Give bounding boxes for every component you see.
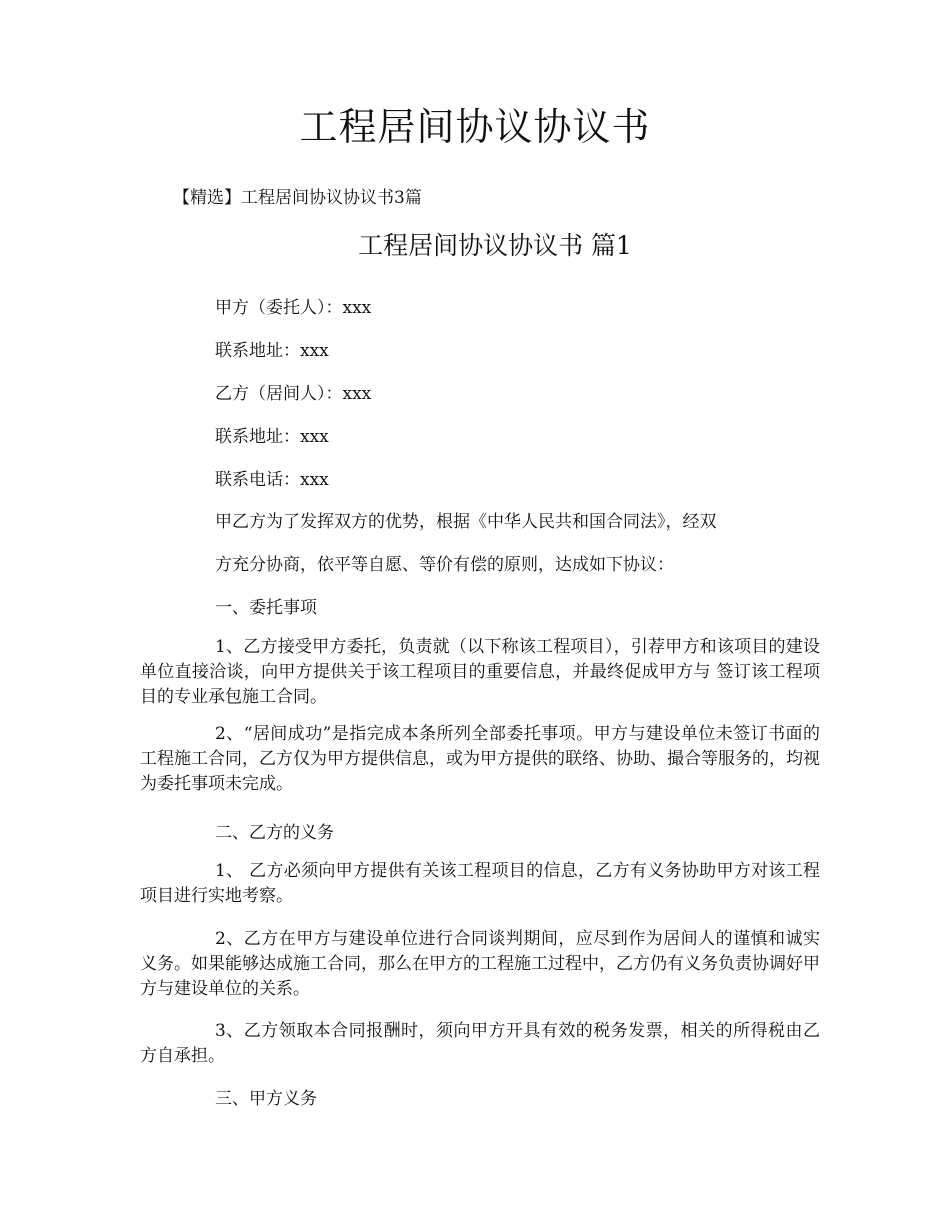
document-subtitle: 【精选】工程居间协议协议书3篇: [173, 188, 422, 208]
section-one-heading: 一、委托事项: [215, 598, 317, 618]
party-a-line: 甲方（委托人）：xxx: [215, 298, 372, 318]
clause-paragraph: 2、“居间成功”是指完成本条所列全部委托事项。甲方与建设单位未签订书面的工程施工合同，乙方仅为甲方提供信息，或为甲方提供的联络、协助、撮合等服务的，均视为委托事项未完成。: [140, 724, 820, 794]
party-a-address-line: 联系地址：xxx: [215, 341, 329, 361]
document-title: 工程居间协议协议书: [299, 105, 651, 149]
section-two-heading: 二、乙方的义务: [215, 823, 334, 843]
clause-paragraph: 1、乙方接受甲方委托，负责就（以下称该工程项目），引荐甲方和该项目的建设单位直接洽谈，向甲方提供关于该工程项目的重要信息，并最终促成甲方与 签订该工程项目的专业承包施工合同。: [140, 637, 820, 707]
party-b-line: 乙方（居间人）：xxx: [215, 384, 372, 404]
clause-paragraph: 2、乙方在甲方与建设单位进行合同谈判期间，应尽到作为居间人的谨慎和诚实义务。如果能够达成施工合同，那么在甲方的工程施工过程中，乙方仍有义务负责协调好甲方与建设单位的关系。: [140, 929, 820, 999]
section-heading: 工程居间协议协议书 篇1: [358, 231, 632, 260]
preamble-line-2: 方充分协商，依平等自愿、等价有偿的原则，达成如下协议：: [215, 555, 674, 575]
party-b-address-line: 联系地址：xxx: [215, 427, 329, 447]
clause-paragraph: 3、乙方领取本合同报酬时，须向甲方开具有效的税务发票，相关的所得税由乙方自承担。: [140, 1021, 820, 1066]
preamble-line-1: 甲乙方为了发挥双方的优势，根据《中华人民共和国合同法》，经双: [215, 512, 717, 532]
clause-paragraph: 1、 乙方必须向甲方提供有关该工程项目的信息，乙方有义务协助甲方对该工程项目进行实地考察。: [140, 861, 820, 906]
party-b-phone-line: 联系电话：xxx: [215, 470, 329, 490]
section-three-heading: 三、甲方义务: [215, 1089, 317, 1109]
